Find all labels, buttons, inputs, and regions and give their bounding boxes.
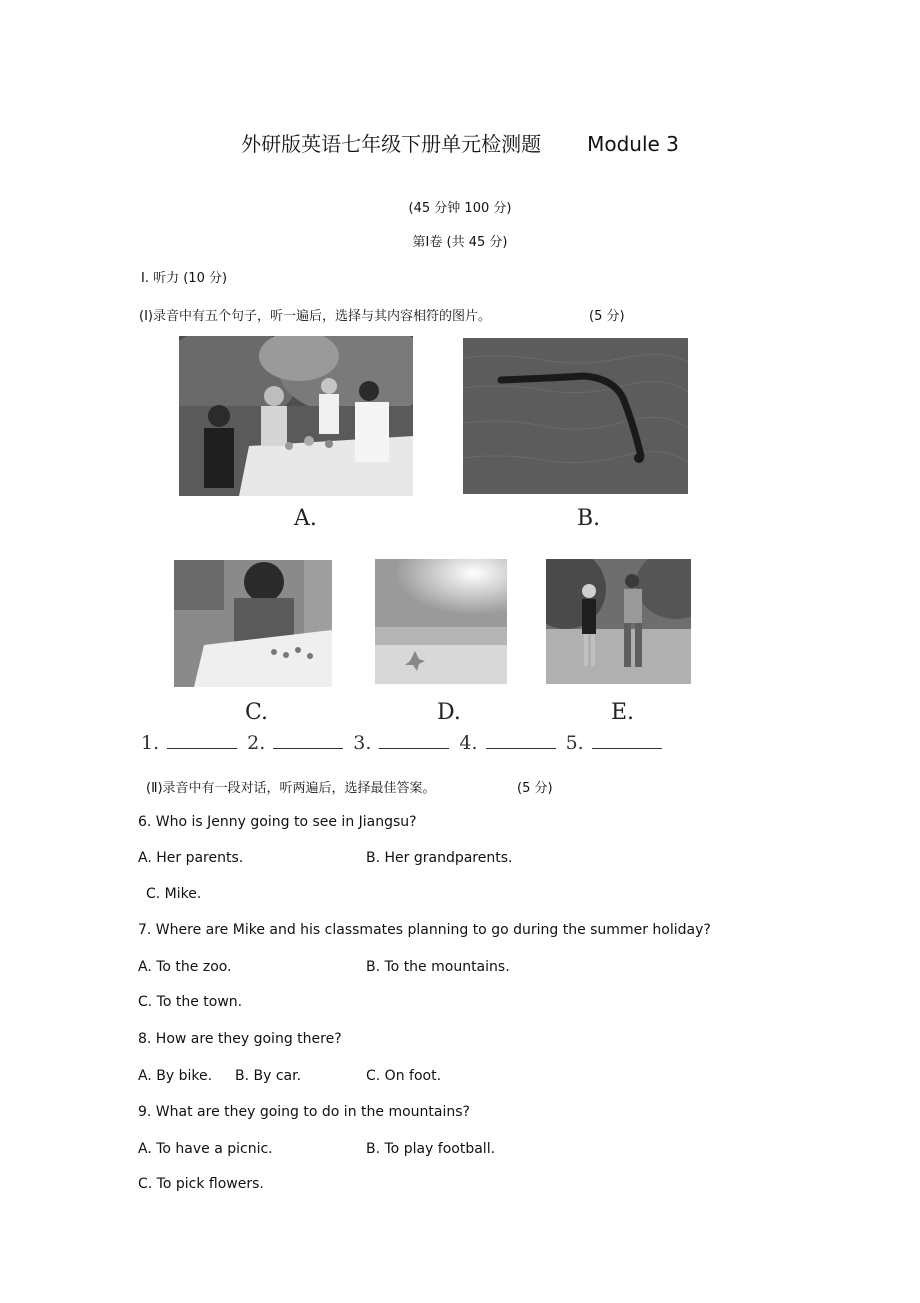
blank-label-1: 1. (141, 732, 160, 754)
blank-label-4: 4. (459, 732, 478, 754)
question-8-option-b[interactable]: B. By car. (235, 1068, 302, 1084)
picture-label-b: B. (577, 506, 601, 531)
picture-label-a: A. (294, 506, 317, 531)
answer-blank-2[interactable] (273, 732, 343, 749)
paper-part: 第Ⅰ卷 (共 45 分) (412, 235, 508, 250)
question-9-option-b[interactable]: B. To play football. (366, 1141, 496, 1157)
module-label: Module 3 (587, 132, 679, 156)
picture-label-d: D. (437, 700, 461, 725)
part1-score: (5 分) (589, 309, 625, 324)
diving-photo (463, 338, 688, 494)
question-7-stem: 7. Where are Mike and his classmates planning to go during the summer holiday? (138, 922, 711, 938)
answer-blank-4[interactable] (486, 732, 556, 749)
question-9-option-c[interactable]: C. To pick flowers. (138, 1176, 264, 1192)
title-text: 外研版英语七年级下册单元检测题 (241, 132, 542, 156)
homework-photo (174, 560, 332, 687)
question-9-option-a[interactable]: A. To have a picnic. (138, 1141, 273, 1157)
beach-photo (375, 559, 507, 684)
question-8-option-c[interactable]: C. On foot. (366, 1068, 442, 1084)
answer-blank-5[interactable] (592, 732, 662, 749)
question-6-option-c[interactable]: C. Mike. (146, 886, 202, 902)
picture-label-e: E. (611, 700, 635, 725)
answer-blank-3[interactable] (379, 732, 449, 749)
picture-label-c: C. (245, 700, 269, 725)
blank-label-2: 2. (247, 732, 266, 754)
question-8-option-a[interactable]: A. By bike. (138, 1068, 213, 1084)
question-6-stem: 6. Who is Jenny going to see in Jiangsu? (138, 814, 417, 830)
picture-figure (137, 334, 694, 759)
question-6-option-b[interactable]: B. Her grandparents. (366, 850, 513, 866)
section-heading: Ⅰ. 听力 (10 分) (141, 271, 228, 286)
time-score: (45 分钟 100 分) (408, 201, 512, 216)
part2-instruction: (Ⅱ)录音中有一段对话，听两遍后，选择最佳答案。 (146, 781, 436, 796)
question-7-option-b[interactable]: B. To the mountains. (366, 959, 510, 975)
blank-label-5: 5. (565, 732, 584, 754)
question-7-option-a[interactable]: A. To the zoo. (138, 959, 232, 975)
part2-score: (5 分) (517, 781, 553, 796)
page-title (0, 128, 920, 157)
picnic-photo (179, 336, 413, 496)
question-7-option-c[interactable]: C. To the town. (138, 994, 243, 1010)
answer-blank-1[interactable] (167, 732, 237, 749)
walking-couple-photo (546, 559, 691, 684)
answer-blanks (141, 732, 668, 754)
question-8-stem: 8. How are they going there? (138, 1031, 342, 1047)
question-9-stem: 9. What are they going to do in the mountains? (138, 1104, 470, 1120)
blank-label-3: 3. (353, 732, 372, 754)
question-6-option-a[interactable]: A. Her parents. (138, 850, 244, 866)
part1-instruction: (Ⅰ)录音中有五个句子，听一遍后，选择与其内容相符的图片。 (139, 309, 491, 324)
